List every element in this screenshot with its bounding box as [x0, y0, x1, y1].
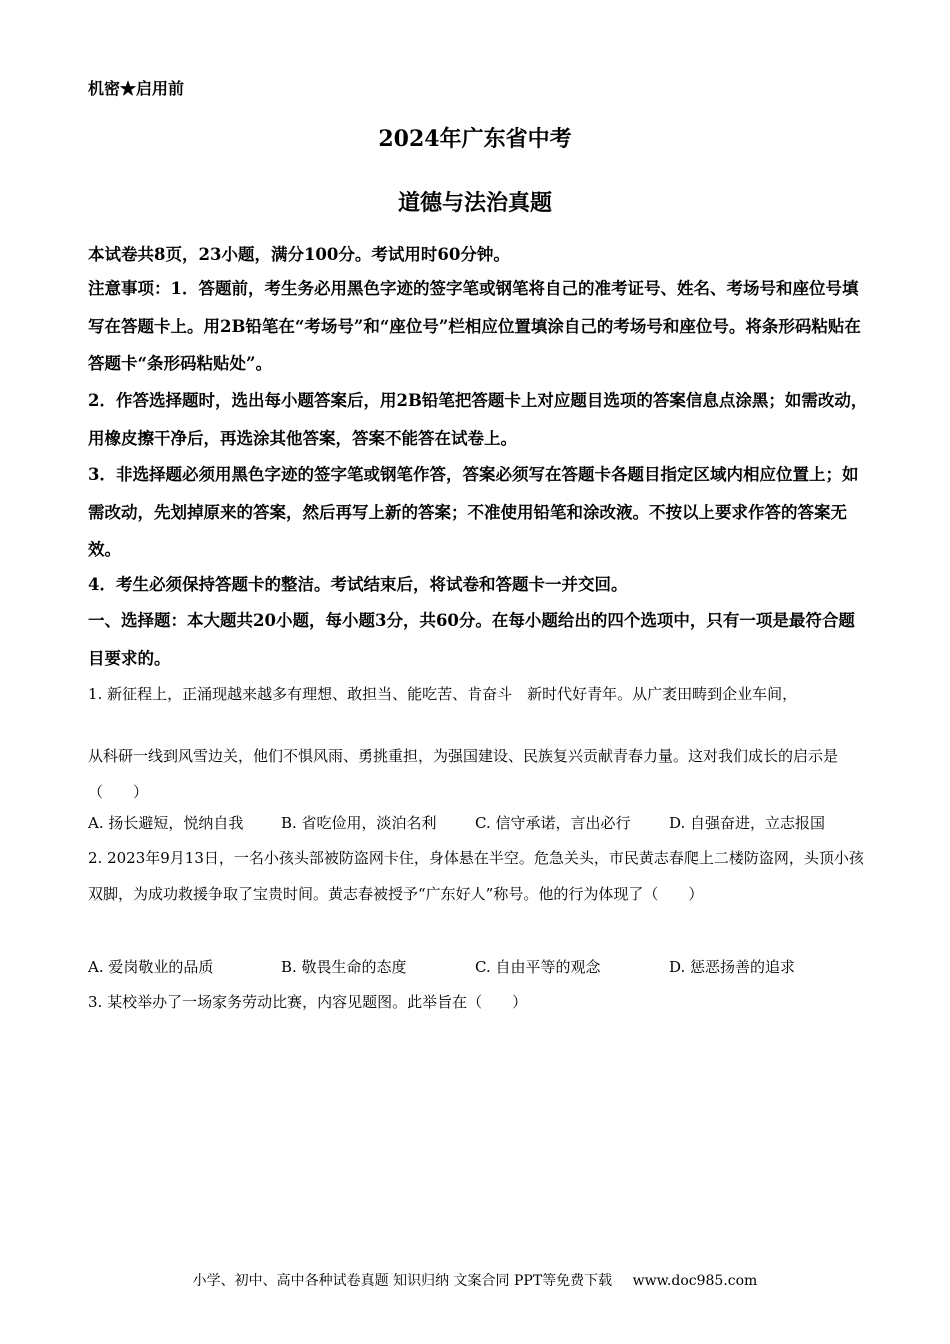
question-3-stem: 3. 某校举办了一场家务劳动比赛，内容见题图。此举旨在（ ） — [88, 993, 528, 1011]
footer-url[interactable]: www.doc985.com — [632, 1273, 758, 1289]
question-1-stem: 从科研一线到风雪边关，他们不惧风雨、勇挑重担，为强国建设、民族复兴贡献青春力量。这对我们成长的启示是（ ） — [88, 747, 839, 801]
footer-text: 小学、初中、高中各种试卷真题 知识归纳 文案合同 PPT等免费下载 — [192, 1273, 613, 1289]
exam-subtitle: 道德与法治真题 — [397, 190, 552, 216]
option-c: C. 信守承诺，言出必行 — [475, 814, 631, 832]
exam-intro: 本试卷共8页，23小题，满分100分。考试用时60分钟。 — [88, 245, 510, 264]
confidential-label: 机密★启用前 — [88, 79, 185, 98]
option-a: A. 爱岗敬业的品质 — [88, 958, 214, 976]
question-1-stem-line1: 1. 新征程上，正涌现越来越多有理想、敢担当、能吃苦、肯奋斗 新时代好青年。从广袤田畴到企业车间， — [88, 685, 798, 703]
option-d: D. 惩恶扬善的追求 — [669, 958, 796, 976]
question-2-options — [88, 956, 878, 984]
instruction-note-3: 3．非选择题必须用黑色字迹的签字笔或钢笔作答，答案必须写在答题卡各题目指定区域内相应位置上；如需改动，先划掉原来的答案，然后再写上新的答案；不准使用铅笔和涂改液。不按以上要求作答的答案无效。 — [88, 465, 859, 559]
instruction-note-4: 4．考生必须保持答题卡的整洁。考试结束后，将试卷和答题卡一并交回。 — [88, 575, 628, 594]
option-d: D. 自强奋进，立志报国 — [669, 814, 826, 832]
page-footer — [0, 1270, 950, 1290]
option-a: A. 扬长避短，悦纳自我 — [88, 814, 244, 832]
question-1-options — [88, 812, 878, 840]
section-heading: 一、选择题：本大题共20小题，每小题3分，共60分。在每小题给出的四个选项中，只有一项是最符合题目要求的。 — [88, 611, 855, 668]
instruction-note-1: 注意事项：1．答题前，考生务必用黑色字迹的签字笔或钢笔将自己的准考证号、姓名、考场号和座位号填写在答题卡上。用2B铅笔在“考场号”和“座位号”栏相应位置填涂自己的考场号和座位号。将条形码粘贴在答题卡“条形码粘贴处”。 — [88, 279, 861, 373]
option-b: B. 敬畏生命的态度 — [281, 958, 407, 976]
option-b: B. 省吃俭用，淡泊名利 — [281, 814, 437, 832]
instruction-note-2: 2．作答选择题时，选出每小题答案后，用2B铅笔把答题卡上对应题目选项的答案信息点涂黑；如需改动，用橡皮擦干净后，再选涂其他答案，答案不能答在试卷上。 — [88, 391, 868, 448]
option-c: C. 自由平等的观念 — [475, 958, 601, 976]
question-2-stem: 2. 2023年9月13日，一名小孩头部被防盗网卡住，身体悬在半空。危急关头，市民黄志春爬上二楼防盗网，头顶小孩双脚，为成功救援争取了宝贵时间。黄志春被授予“广东好人”称号。他的行为体现了（ ） — [88, 849, 864, 903]
exam-title: 2024年广东省中考 — [378, 126, 572, 152]
